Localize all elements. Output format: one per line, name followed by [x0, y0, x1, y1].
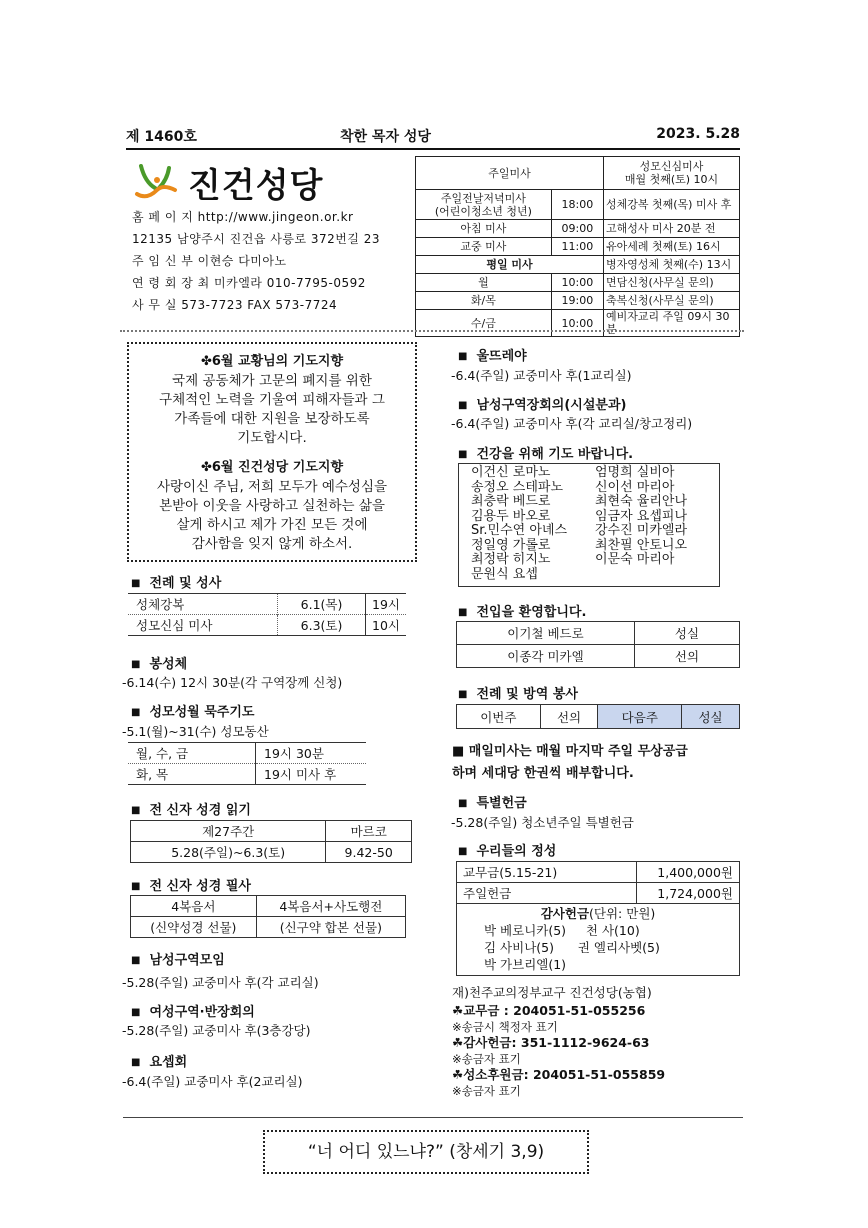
- copy-gift-2: (신구약 합본 선물): [256, 917, 405, 938]
- rosary-time: 19시 30분: [256, 743, 367, 764]
- parish-info: [132, 206, 417, 316]
- service-this-group: 선의: [540, 705, 598, 729]
- parish-name-logo: 진건성당: [188, 166, 324, 206]
- weekday-mass-note: 병자영성체 첫째(수) 13시: [604, 256, 740, 274]
- bank-account-number: 204051-51-055256: [513, 1003, 646, 1018]
- bank-owner: 재)천주교의정부교구 진건성당(농협): [452, 985, 652, 1000]
- prayer-name: 문원식 요셉: [471, 566, 538, 582]
- pope-intention-line: 구체적인 노력을 기울여 피해자들과 그: [159, 392, 385, 408]
- reading-week: 제27주간: [131, 821, 326, 842]
- prayer-intentions-box: [127, 342, 417, 562]
- parish-intention-line: 사랑이신 주님, 저희 모두가 예수성심을: [156, 479, 388, 495]
- service-this-week: 이번주: [457, 705, 541, 729]
- communion-line: -6.14(수) 12시 30분(각 구역장께 신청): [122, 675, 343, 690]
- mass-row-name: 주일전날저녁미사 (어린이청소년 청년): [416, 190, 552, 220]
- special-offering-section-title: ■ 특별헌금: [458, 792, 527, 811]
- homepage-line: 홈 페 이 지 http://www.jingeon.or.kr: [132, 210, 354, 224]
- liturgy-time: 19시: [366, 594, 407, 615]
- health-section-title: ■ 건강을 위해 기도 바랍니다.: [458, 443, 633, 462]
- men-council-line: -6.4(주일) 교중미사 후(각 교리실/창고정리): [451, 416, 693, 431]
- special-offering-line: -5.28(주일) 청소년주일 특별헌금: [451, 815, 634, 830]
- mass-row-note: 유아세례 첫째(토) 16시: [604, 238, 740, 256]
- newcomer-group: 선의: [635, 645, 740, 668]
- header-divider: [120, 330, 744, 332]
- liturgy-item: 성모신심 미사: [136, 618, 213, 633]
- weekday-row-day: 월: [416, 274, 552, 292]
- weekday-row-note: 축복신청(사무실 문의): [604, 292, 740, 310]
- offering-label: 주일헌금: [457, 883, 637, 904]
- health-names-left: [471, 466, 567, 582]
- bank-account-number: 351-1112-9624-63: [520, 1035, 650, 1050]
- prayer-name: 정일영 가롤로: [471, 537, 551, 553]
- devotion-mass-sub: 매월 첫째(토) 10시: [624, 173, 719, 186]
- newsletter-title: 착한 목자 성당: [340, 129, 431, 145]
- service-section-title: ■ 전례 및 방역 봉사: [458, 683, 578, 702]
- men-council-section-title: ■ 남성구역장회의(시설분과): [458, 394, 626, 413]
- missal-notice: [452, 741, 742, 785]
- sunday-mass-header: 주일미사: [416, 157, 604, 190]
- service-next-group: 성실: [682, 705, 740, 729]
- ultreya-line: -6.4(주일) 교중미사 후(1교리실): [451, 368, 632, 383]
- reading-dates: 5.28(주일)~6.3(토): [131, 842, 326, 863]
- prayer-name: 임금자 요셉피나: [595, 508, 688, 524]
- bank-account-note: ※송금자 표기: [452, 1052, 521, 1066]
- bible-copy-table: [130, 895, 406, 938]
- footer-quote-box: [263, 1130, 589, 1174]
- prayer-name: 최찬필 안토니오: [595, 537, 688, 553]
- copy-option-1: 4복음서: [131, 896, 257, 917]
- reading-book: 마르코: [326, 821, 412, 842]
- women-district-section-title: ■ 여성구역·반장회의: [131, 1001, 255, 1020]
- prayer-name: 이건신 로마노: [471, 465, 551, 480]
- footer-quote: “너 어디 있느냐?” (창세기 3,9): [307, 1142, 545, 1162]
- reading-chapters: 9.42-50: [326, 842, 412, 863]
- rosary-day: 월, 수, 금: [136, 746, 189, 761]
- parish-intention-line: 본받아 이웃을 사랑하고 실천하는 삶을: [159, 498, 385, 514]
- thanks-offering-heading: [458, 905, 738, 922]
- bank-account-line: [452, 1067, 742, 1083]
- weekday-row-note: 면담신청(사무실 문의): [604, 274, 740, 292]
- health-names-right: [595, 466, 687, 568]
- weekday-row-time: 10:00: [551, 310, 603, 337]
- pope-intention-line: 가족들에 대한 지원을 보장하도록: [174, 411, 370, 427]
- devotion-mass-header: 성모신심미사: [639, 160, 704, 173]
- bank-account-note: ※송금시 책정자 표기: [452, 1020, 558, 1034]
- pope-intention-line: 국제 공동체가 고문의 폐지를 위한: [172, 373, 372, 389]
- mass-row-note: 고해성사 미사 20분 전: [604, 220, 740, 238]
- prayer-name: 최정락 히지노: [471, 552, 551, 567]
- liturgy-section-title: ■ 전례 및 성사: [131, 572, 221, 591]
- communion-section-title: ■ 봉성체: [131, 653, 187, 672]
- weekday-mass-header: 평일 미사: [416, 256, 604, 274]
- thanks-offering-unit: (단위: 만원): [589, 906, 656, 921]
- bible-copy-section-title: ■ 전 신자 성경 필사: [131, 875, 251, 894]
- weekday-row-day: 수/금: [416, 310, 552, 337]
- bank-account-label: ☘감사헌금:: [452, 1035, 517, 1050]
- bank-account-line: [452, 1035, 742, 1051]
- bank-account-label: ☘성소후원금:: [452, 1067, 529, 1082]
- funeral-chair-line: 연 령 회 장 최 미카엘라 010-7795-0592: [132, 276, 366, 290]
- rosary-day: 화, 목: [136, 767, 169, 782]
- bible-reading-section-title: ■ 전 신자 성경 읽기: [131, 799, 251, 818]
- mass-row-time: 09:00: [551, 220, 603, 238]
- prayer-name: 이문숙 마리아: [595, 552, 675, 567]
- office-line: 사 무 실 573-7723 FAX 573-7724: [132, 298, 338, 312]
- offering-section-title: ■ 우리들의 정성: [458, 840, 556, 859]
- men-district-section-title: ■ 남성구역모임: [131, 949, 225, 968]
- copy-option-2: 4복음서+사도행전: [256, 896, 405, 917]
- offering-amount: 1,400,000원: [637, 862, 740, 883]
- newcomer-name: 이기철 베드로: [457, 622, 635, 645]
- offering-amount: 1,724,000원: [637, 883, 740, 904]
- newcomer-name: 이종각 미카엘: [457, 645, 635, 668]
- ultreya-section-title: ■ 울뜨레야: [458, 345, 527, 364]
- liturgy-time: 10시: [366, 615, 407, 636]
- prayer-name: 신이선 마리아: [595, 479, 675, 495]
- bank-accounts: [452, 985, 742, 1099]
- mass-row-time: 18:00: [551, 190, 603, 220]
- liturgy-table: [128, 593, 406, 636]
- service-table: [456, 704, 740, 729]
- pastor-line: 주 임 신 부 이현승 다미아노: [132, 254, 287, 268]
- liturgy-date: 6.3(토): [278, 615, 366, 636]
- issue-number: 제 1460호: [126, 129, 197, 145]
- thanks-offering-line: 박 베로니카(5) 천 사(10): [484, 923, 640, 938]
- men-district-line: -5.28(주일) 교중미사 후(각 교리실): [122, 975, 319, 990]
- joseph-line: -6.4(주일) 교중미사 후(2교리실): [122, 1074, 303, 1089]
- mass-row-name: 교중 미사: [416, 238, 552, 256]
- rosary-table: [128, 742, 366, 785]
- pope-intention-text: [129, 372, 415, 448]
- prayer-name: 강수진 미카엘라: [595, 523, 688, 538]
- prayer-name: 엄명희 실비아: [595, 465, 675, 480]
- missal-notice-line: 하며 세대당 한권씩 배부합니다.: [452, 766, 634, 781]
- pope-intention-title: ✤6월 교황님의 기도지향: [200, 354, 343, 369]
- bank-account-line: [452, 1003, 742, 1019]
- weekday-row-time: 19:00: [551, 292, 603, 310]
- weekday-row-note: 예비자교리 주일 09시 30분: [604, 310, 740, 337]
- prayer-name: Sr.민수연 아녜스: [471, 523, 568, 538]
- parish-logo-icon: [133, 160, 181, 202]
- issue-date: 2023. 5.28: [656, 126, 740, 142]
- rosary-time: 19시 미사 후: [256, 764, 367, 785]
- health-prayer-box: [458, 463, 720, 587]
- bank-account-note: ※송금자 표기: [452, 1084, 521, 1098]
- liturgy-item: 성체강복: [136, 597, 185, 612]
- copy-gift-1: (신약성경 선물): [131, 917, 257, 938]
- service-next-week: 다음주: [598, 705, 682, 729]
- parish-intention-line: 살게 하시고 제가 가진 모든 것에: [176, 517, 368, 533]
- mass-row-time: 11:00: [551, 238, 603, 256]
- rosary-section-title: ■ 성모성월 묵주기도: [131, 701, 254, 720]
- mass-row-note: 성체강복 첫째(목) 미사 후: [604, 190, 740, 220]
- parish-intention-title: ✤6월 진건성당 기도지향: [200, 460, 343, 475]
- offering-label: 교무금(5.15-21): [457, 862, 637, 883]
- thanks-offering-line: 김 사비나(5) 권 엘리사벳(5): [484, 940, 660, 955]
- thanks-offering-title: 감사헌금: [540, 906, 590, 921]
- prayer-name: 송정오 스테파노: [471, 479, 564, 495]
- missal-notice-line: ■ 매일미사는 매월 마지막 주일 무상공급: [452, 744, 688, 759]
- parish-intention-text: [129, 478, 415, 554]
- weekday-row-time: 10:00: [551, 274, 603, 292]
- bank-account-label: ☘교무금 :: [452, 1003, 509, 1018]
- newcomer-group: 성실: [635, 622, 740, 645]
- prayer-name: 최충락 베드로: [471, 494, 551, 509]
- prayer-name: 최현숙 율리안나: [595, 494, 688, 509]
- joseph-section-title: ■ 요셉회: [131, 1051, 187, 1070]
- parish-intention-line: 감사함을 잊지 않게 하소서.: [191, 536, 353, 552]
- bible-reading-table: [130, 820, 412, 863]
- women-district-line: -5.28(주일) 교중미사 후(3층강당): [122, 1023, 311, 1038]
- welcome-table: [456, 621, 740, 668]
- devotion-mass-cell: [604, 157, 740, 190]
- address-line: 12135 남양주시 진건읍 사릉로 372번길 23: [132, 232, 381, 246]
- thanks-offering-cell: [457, 904, 740, 976]
- footer-divider: [123, 1117, 743, 1118]
- offering-table: [456, 861, 740, 976]
- welcome-section-title: ■ 전입을 환영합니다.: [458, 601, 586, 620]
- newsletter-header: [126, 126, 740, 150]
- mass-row-name: 아침 미사: [416, 220, 552, 238]
- pope-intention-line: 기도합시다.: [237, 430, 307, 446]
- mass-schedule-table: [415, 156, 740, 337]
- rosary-line: -5.1(월)~31(수) 성모동산: [122, 724, 269, 739]
- thanks-offering-line: 박 가브리엘(1): [484, 957, 567, 972]
- liturgy-date: 6.1(목): [278, 594, 366, 615]
- bank-account-number: 204051-51-055859: [532, 1067, 666, 1082]
- prayer-name: 김용두 바오로: [471, 508, 551, 524]
- weekday-row-day: 화/목: [416, 292, 552, 310]
